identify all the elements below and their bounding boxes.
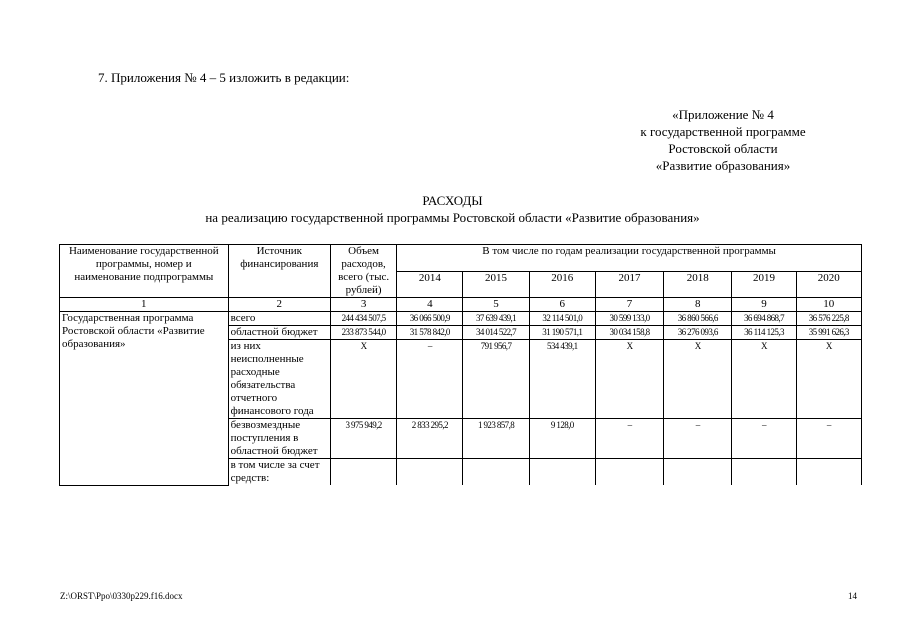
cell-value: 1 923 857,8 (463, 419, 529, 459)
column-number: 10 (796, 298, 861, 312)
cell-value: X (330, 340, 396, 419)
header-year: 2019 (732, 271, 796, 298)
appendix-line-2: к государственной программе (640, 124, 806, 139)
row-source: всего (228, 312, 330, 326)
cell-value (330, 459, 396, 486)
header-row (60, 245, 862, 272)
cell-value: 534 439,1 (529, 340, 595, 419)
cell-value: – (664, 419, 732, 459)
cell-value: 244 434 507,5 (330, 312, 396, 326)
cell-value (732, 459, 796, 486)
program-name: Государственная программа Ростовской области «Развитие образования» (60, 312, 229, 486)
expenses-table (59, 244, 862, 486)
cell-value: – (732, 419, 796, 459)
header-volume: Объем расходов, всего (тыс. рублей) (330, 245, 396, 298)
cell-value: 31 578 842,0 (397, 326, 463, 340)
header-year: 2017 (595, 271, 663, 298)
cell-value: – (397, 340, 463, 419)
row-source: областной бюджет (228, 326, 330, 340)
header-year: 2020 (796, 271, 861, 298)
column-number: 4 (397, 298, 463, 312)
cell-value: 36 576 225,8 (796, 312, 861, 326)
header-years-group: В том числе по годам реализации государственной программы (397, 245, 862, 272)
document-subtitle: на реализацию государственной программы Ростовской области «Развитие образования» (205, 210, 700, 225)
appendix-line-3: Ростовской области (668, 141, 778, 156)
cell-value (595, 459, 663, 486)
cell-value: 9 128,0 (529, 419, 595, 459)
header-name: Наименование государственной программы, номер и наименование подпрограммы (60, 245, 229, 298)
cell-value: – (595, 419, 663, 459)
cell-value: X (732, 340, 796, 419)
cell-value: 2 833 295,2 (397, 419, 463, 459)
header-source: Источник финансирования (228, 245, 330, 298)
footer-file-path: Z:\ORST\Ppo\0330p229.f16.docx (60, 591, 183, 601)
cell-value: 233 873 544,0 (330, 326, 396, 340)
row-source: безвозмездные поступления в областной бюджет (228, 419, 330, 459)
appendix-line-1: «Приложение № 4 (672, 107, 774, 122)
column-number: 1 (60, 298, 229, 312)
cell-value: – (796, 419, 861, 459)
row-source: в том числе за счет средств: (228, 459, 330, 486)
cell-value: 791 956,7 (463, 340, 529, 419)
cell-value (796, 459, 861, 486)
cell-value (529, 459, 595, 486)
cell-value: 31 190 571,1 (529, 326, 595, 340)
column-number: 8 (664, 298, 732, 312)
cell-value: 30 034 158,8 (595, 326, 663, 340)
column-number: 2 (228, 298, 330, 312)
cell-value: 3 975 949,2 (330, 419, 396, 459)
cell-value: 34 014 522,7 (463, 326, 529, 340)
cell-value: 36 694 868,7 (732, 312, 796, 326)
cell-value: X (796, 340, 861, 419)
header-year: 2015 (463, 271, 529, 298)
cell-value: X (595, 340, 663, 419)
cell-value: 35 991 626,3 (796, 326, 861, 340)
column-number: 6 (529, 298, 595, 312)
cell-value (463, 459, 529, 486)
cell-value: 36 276 093,6 (664, 326, 732, 340)
appendix-line-4: «Развитие образования» (655, 158, 791, 173)
header-year: 2016 (529, 271, 595, 298)
header-year: 2014 (397, 271, 463, 298)
table-row (60, 312, 862, 326)
cell-value: 36 066 500,9 (397, 312, 463, 326)
cell-value: 30 599 133,0 (595, 312, 663, 326)
column-number: 9 (732, 298, 796, 312)
column-number-row (60, 298, 862, 312)
column-number: 7 (595, 298, 663, 312)
header-year: 2018 (664, 271, 732, 298)
cell-value: X (664, 340, 732, 419)
footer-page-number: 14 (848, 591, 857, 601)
document-title: РАСХОДЫ (422, 193, 483, 208)
cell-value (397, 459, 463, 486)
intro-text: 7. Приложения № 4 – 5 изложить в редакции: (98, 70, 350, 85)
appendix-block (603, 106, 843, 174)
cell-value: 36 114 125,3 (732, 326, 796, 340)
cell-value (664, 459, 732, 486)
column-number: 3 (330, 298, 396, 312)
cell-value: 32 114 501,0 (529, 312, 595, 326)
column-number: 5 (463, 298, 529, 312)
cell-value: 37 639 439,1 (463, 312, 529, 326)
cell-value: 36 860 566,6 (664, 312, 732, 326)
row-source: из них неисполненные расходные обязательства отчетного финансового года (228, 340, 330, 419)
